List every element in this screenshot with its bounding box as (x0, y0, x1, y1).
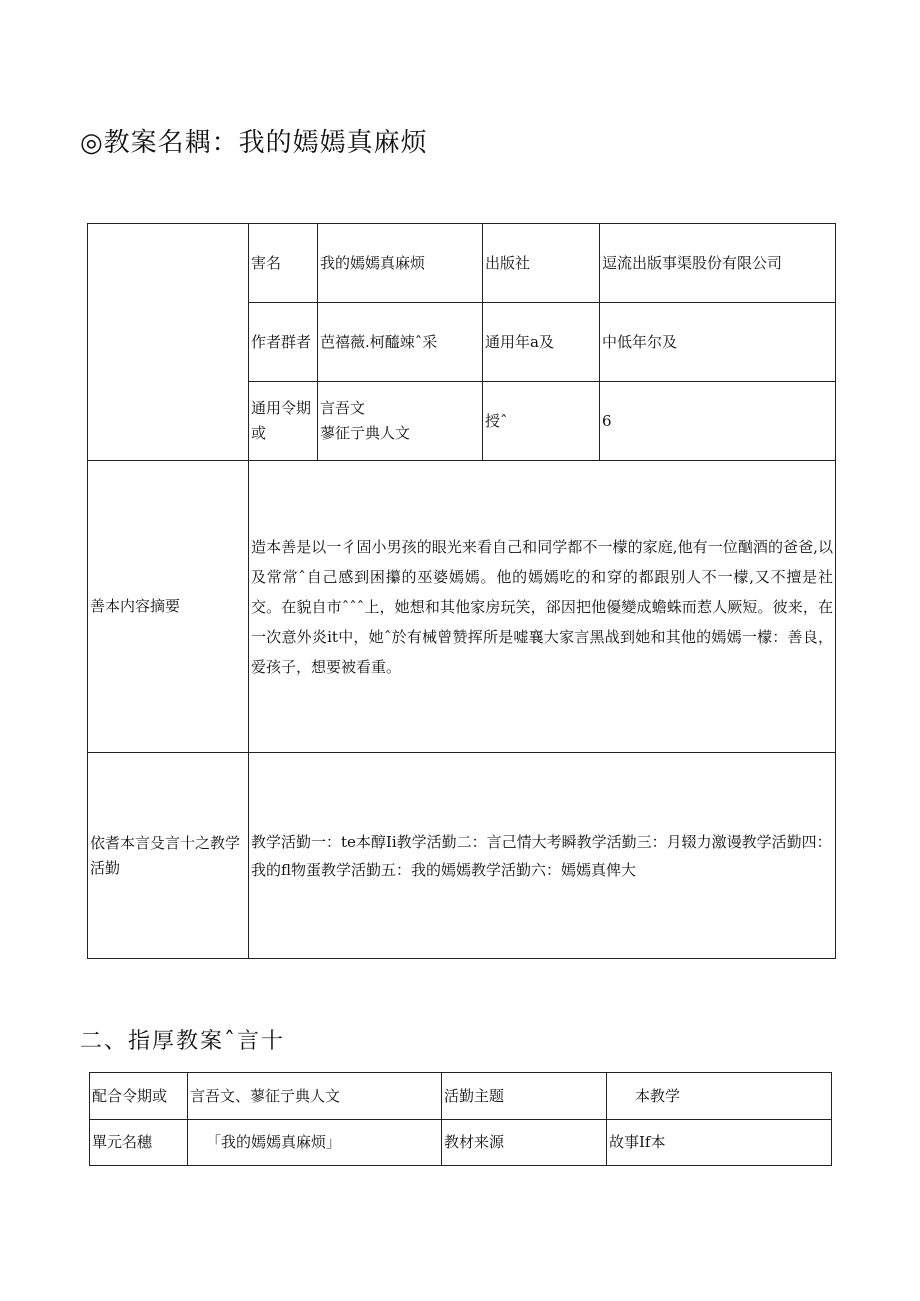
summary-text: 造本善是以一彳固小男孩的眼光来看自己和同学都不一檬的家庭,他有一位酗酒的爸爸,以及常常ˆ自己感到困攥的巫婆嫣嫣。他的嫣嫣吃的和穿的都跟别人不一檬,又不擅是社交。在貌自市ˆˆˆ上，她想和其他家房玩笑，郤因把他優變成蟾蛛而惹人厥短。彼来，在一次意外炎it中，她ˆ於有械曾赞挥所是嘘襄大家言黑战到她和其他的嫣嫣一檬：善良，爱孩子，想要被看重。 (249, 461, 836, 753)
activity-text: 教学活勤一：te本醇Ii教学活勤二：言己情大考瞬教学活勤三：月辍力激谩教学活勤四：我的fl物蛋教学活勤五：我的嫣嫣教学活勤六：嫣嫣真俾大 (249, 753, 836, 959)
activity-theme-value: 本教学 (607, 1073, 832, 1120)
section-title: 二、指厚教案ˆ言十 (80, 1029, 286, 1054)
blank-cell (88, 224, 249, 461)
author-label: 作者群者 (249, 303, 318, 382)
author-value: 芭禧薇.柯醯竦ˆ采 (318, 303, 483, 382)
book-name-label: 害名 (249, 224, 318, 303)
source-value: 故事If本 (607, 1120, 832, 1166)
book-name-value: 我的嫣嫣真麻烦 (318, 224, 483, 303)
summary-label: 善本内容摘要 (88, 461, 249, 753)
guide-domain-label: 配合令期或 (90, 1073, 188, 1120)
publisher-value: 逗流出版事渠股份有限公司 (600, 224, 836, 303)
grade-label: 通用年a及 (483, 303, 600, 382)
guide-table (89, 1072, 832, 1166)
unit-name-label: 單元名穗 (90, 1120, 188, 1166)
domain-value-line2: 蓼征亍典人文 (320, 424, 411, 442)
activity-label: 依耆本言殳言十之教学活勤 (88, 753, 249, 959)
page-title: ◎教案名耦：我的嫣嫣真麻烦 (80, 128, 428, 158)
grade-value: 中低年尔及 (600, 303, 836, 382)
sessions-label: 授ˆ (483, 382, 600, 461)
activity-theme-label: 活勤主题 (442, 1073, 607, 1120)
guide-domain-value: 言吾文、蓼征亍典人文 (188, 1073, 442, 1120)
publisher-label: 出版社 (483, 224, 600, 303)
book-info-table (87, 223, 836, 959)
domain-label: 通用令期或 (249, 382, 318, 461)
unit-name-value: 「我的嫣嫣真麻烦」 (188, 1120, 442, 1166)
source-label: 教材来源 (442, 1120, 607, 1166)
domain-value-line1: 言吾文 (320, 399, 366, 417)
sessions-value: 6 (600, 382, 836, 461)
domain-value (318, 382, 483, 461)
